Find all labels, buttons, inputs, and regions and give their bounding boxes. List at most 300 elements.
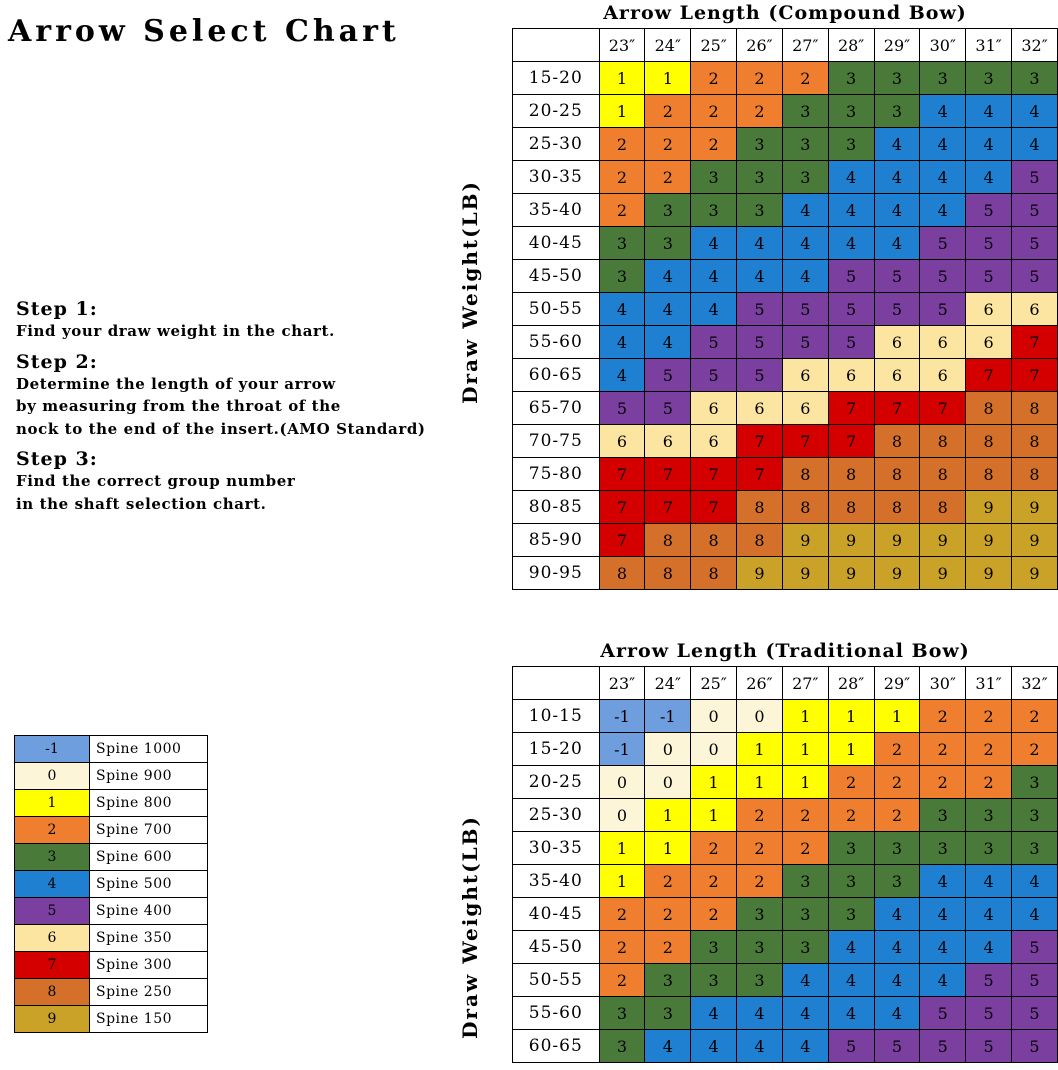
legend-row xyxy=(15,844,208,871)
heatmap-cell: 4 xyxy=(874,128,920,161)
heatmap-cell: 0 xyxy=(737,700,783,733)
steps-section xyxy=(16,290,486,515)
heatmap-cell: 5 xyxy=(920,260,966,293)
heatmap-cell: 6 xyxy=(691,392,737,425)
row-header: 90-95 xyxy=(513,557,600,590)
heatmap-cell: 2 xyxy=(645,931,691,964)
legend-label: Spine 350 xyxy=(90,925,208,952)
table-row xyxy=(513,1030,1058,1063)
heatmap-cell: 1 xyxy=(599,95,645,128)
heatmap-cell: 3 xyxy=(645,194,691,227)
heatmap-cell: 6 xyxy=(920,359,966,392)
heatmap-cell: 8 xyxy=(874,491,920,524)
table-row xyxy=(513,733,1058,766)
heatmap-cell: 2 xyxy=(599,128,645,161)
heatmap-cell: 3 xyxy=(782,161,828,194)
heatmap-cell: 4 xyxy=(966,161,1012,194)
heatmap-cell: 9 xyxy=(1012,557,1058,590)
heatmap-cell: 4 xyxy=(645,326,691,359)
traditional-bow-chart xyxy=(512,640,1058,1063)
heatmap-cell: 1 xyxy=(782,766,828,799)
heatmap-cell: 4 xyxy=(966,95,1012,128)
heatmap-cell: 2 xyxy=(599,194,645,227)
heatmap-cell: 0 xyxy=(691,733,737,766)
heatmap-cell: -1 xyxy=(645,700,691,733)
heatmap-cell: 5 xyxy=(737,326,783,359)
legend-row xyxy=(15,763,208,790)
heatmap-cell: 3 xyxy=(1012,62,1058,95)
heatmap-cell: 1 xyxy=(737,766,783,799)
heatmap-cell: 5 xyxy=(1012,227,1058,260)
heatmap-cell: 3 xyxy=(1012,832,1058,865)
heatmap-cell: 2 xyxy=(920,700,966,733)
table-row xyxy=(513,359,1058,392)
row-header: 30-35 xyxy=(513,161,600,194)
row-header: 50-55 xyxy=(513,964,600,997)
heatmap-cell: 8 xyxy=(737,491,783,524)
heatmap-cell: 3 xyxy=(599,227,645,260)
row-header: 70-75 xyxy=(513,425,600,458)
heatmap-cell: 2 xyxy=(1012,733,1058,766)
heatmap-cell: 9 xyxy=(966,491,1012,524)
row-header: 85-90 xyxy=(513,524,600,557)
heatmap-cell: 9 xyxy=(966,557,1012,590)
heatmap-cell: 8 xyxy=(828,458,874,491)
heatmap-cell: 4 xyxy=(1012,128,1058,161)
heatmap-cell: 1 xyxy=(874,700,920,733)
legend-label: Spine 500 xyxy=(90,871,208,898)
legend-label: Spine 900 xyxy=(90,763,208,790)
heatmap-cell: 1 xyxy=(599,865,645,898)
heatmap-cell: 3 xyxy=(599,260,645,293)
heatmap-cell: 6 xyxy=(828,359,874,392)
heatmap-cell: 4 xyxy=(874,997,920,1030)
heatmap-cell: 3 xyxy=(645,227,691,260)
heatmap-cell: 4 xyxy=(920,865,966,898)
heatmap-cell: 4 xyxy=(691,293,737,326)
heatmap-cell: 2 xyxy=(920,766,966,799)
heatmap-cell: 4 xyxy=(782,997,828,1030)
heatmap-cell: 3 xyxy=(874,865,920,898)
heatmap-cell: 8 xyxy=(782,458,828,491)
heatmap-cell: 1 xyxy=(691,799,737,832)
heatmap-cell: 9 xyxy=(920,557,966,590)
column-header: 24″ xyxy=(645,667,691,700)
heatmap-cell: 4 xyxy=(737,260,783,293)
heatmap-cell: 4 xyxy=(782,964,828,997)
heatmap-cell: 3 xyxy=(737,161,783,194)
row-header: 15-20 xyxy=(513,733,600,766)
compound-bow-chart xyxy=(512,2,1058,590)
column-header: 28″ xyxy=(828,29,874,62)
heatmap-cell: 3 xyxy=(782,865,828,898)
heatmap-cell: 4 xyxy=(828,997,874,1030)
heatmap-cell: 2 xyxy=(828,766,874,799)
column-header: 23″ xyxy=(599,667,645,700)
column-header: 29″ xyxy=(874,29,920,62)
heatmap-cell: 8 xyxy=(920,425,966,458)
table-row xyxy=(513,62,1058,95)
legend-swatch: 4 xyxy=(15,871,90,898)
heatmap-cell: 1 xyxy=(737,733,783,766)
heatmap-cell: 5 xyxy=(691,359,737,392)
heatmap-cell: 0 xyxy=(691,700,737,733)
heatmap-cell: 5 xyxy=(828,260,874,293)
legend-swatch: 0 xyxy=(15,763,90,790)
step-1-body xyxy=(16,320,486,343)
heatmap-cell: 3 xyxy=(828,128,874,161)
heatmap-cell: 3 xyxy=(966,832,1012,865)
heatmap-cell: 5 xyxy=(920,227,966,260)
heatmap-cell: 8 xyxy=(1012,458,1058,491)
heatmap-cell: 5 xyxy=(828,293,874,326)
heatmap-cell: 3 xyxy=(874,62,920,95)
heatmap-cell: 1 xyxy=(782,700,828,733)
heatmap-cell: 3 xyxy=(782,95,828,128)
heatmap-cell: 8 xyxy=(782,491,828,524)
table-header-row xyxy=(513,29,1058,62)
table-row xyxy=(513,524,1058,557)
heatmap-cell: 2 xyxy=(966,700,1012,733)
heatmap-cell: 5 xyxy=(966,194,1012,227)
column-header: 29″ xyxy=(874,667,920,700)
heatmap-cell: 3 xyxy=(828,865,874,898)
heatmap-cell: 2 xyxy=(737,95,783,128)
table-header-row xyxy=(513,667,1058,700)
heatmap-cell: 1 xyxy=(645,62,691,95)
legend-swatch: 5 xyxy=(15,898,90,925)
row-header: 40-45 xyxy=(513,227,600,260)
column-header: 30″ xyxy=(920,667,966,700)
heatmap-cell: 4 xyxy=(828,931,874,964)
row-header: 35-40 xyxy=(513,194,600,227)
legend-label: Spine 700 xyxy=(90,817,208,844)
table-row xyxy=(513,326,1058,359)
legend-row xyxy=(15,979,208,1006)
heatmap-cell: 7 xyxy=(645,458,691,491)
step-3-body xyxy=(16,470,486,515)
heatmap-cell: 5 xyxy=(737,293,783,326)
heatmap-cell: 4 xyxy=(645,293,691,326)
heatmap-cell: 1 xyxy=(828,700,874,733)
column-header: 32″ xyxy=(1012,667,1058,700)
row-header: 45-50 xyxy=(513,260,600,293)
heatmap-cell: 3 xyxy=(828,62,874,95)
heatmap-cell: 3 xyxy=(691,194,737,227)
heatmap-cell: 3 xyxy=(645,964,691,997)
heatmap-cell: 2 xyxy=(782,799,828,832)
row-header: 65-70 xyxy=(513,392,600,425)
heatmap-cell: 7 xyxy=(691,458,737,491)
heatmap-cell: 8 xyxy=(645,557,691,590)
legend-swatch: 7 xyxy=(15,952,90,979)
heatmap-cell: 6 xyxy=(645,425,691,458)
legend-label: Spine 800 xyxy=(90,790,208,817)
heatmap-cell: 2 xyxy=(691,832,737,865)
compound-bow-table xyxy=(512,28,1058,590)
heatmap-cell: 2 xyxy=(645,865,691,898)
heatmap-cell: 5 xyxy=(1012,931,1058,964)
heatmap-cell: 8 xyxy=(874,425,920,458)
column-header: 30″ xyxy=(920,29,966,62)
step-3 xyxy=(16,448,486,515)
heatmap-cell: 0 xyxy=(599,766,645,799)
heatmap-cell: 5 xyxy=(828,1030,874,1063)
table-row xyxy=(513,392,1058,425)
step-1 xyxy=(16,298,486,343)
legend-label: Spine 600 xyxy=(90,844,208,871)
table-row xyxy=(513,799,1058,832)
heatmap-cell: 4 xyxy=(782,260,828,293)
heatmap-cell: 3 xyxy=(920,799,966,832)
row-header: 30-35 xyxy=(513,832,600,865)
heatmap-cell: 3 xyxy=(737,931,783,964)
legend-swatch: 8 xyxy=(15,979,90,1006)
heatmap-cell: 4 xyxy=(828,227,874,260)
heatmap-cell: 6 xyxy=(782,392,828,425)
row-header: 15-20 xyxy=(513,62,600,95)
heatmap-cell: 3 xyxy=(874,95,920,128)
heatmap-cell: 4 xyxy=(828,964,874,997)
legend-label: Spine 150 xyxy=(90,1006,208,1033)
heatmap-cell: 7 xyxy=(966,359,1012,392)
column-header: 23″ xyxy=(599,29,645,62)
column-header: 26″ xyxy=(737,29,783,62)
heatmap-cell: 4 xyxy=(828,194,874,227)
heatmap-cell: 8 xyxy=(691,524,737,557)
heatmap-cell: 2 xyxy=(691,898,737,931)
heatmap-cell: 5 xyxy=(599,392,645,425)
heatmap-cell: 4 xyxy=(737,227,783,260)
heatmap-cell: 8 xyxy=(1012,392,1058,425)
legend-row xyxy=(15,736,208,763)
legend-row xyxy=(15,871,208,898)
heatmap-cell: 4 xyxy=(920,95,966,128)
heatmap-cell: 3 xyxy=(691,931,737,964)
step-1-heading: Step 1: xyxy=(16,298,98,320)
row-header: 25-30 xyxy=(513,128,600,161)
column-header: 26″ xyxy=(737,667,783,700)
heatmap-cell: 2 xyxy=(874,799,920,832)
heatmap-cell: 2 xyxy=(599,964,645,997)
legend-row xyxy=(15,952,208,979)
heatmap-cell: 3 xyxy=(782,128,828,161)
heatmap-cell: 5 xyxy=(966,1030,1012,1063)
heatmap-cell: 3 xyxy=(828,832,874,865)
heatmap-cell: 7 xyxy=(737,425,783,458)
compound-chart-title: Arrow Length (Compound Bow) xyxy=(603,2,967,24)
row-header: 50-55 xyxy=(513,293,600,326)
heatmap-cell: 4 xyxy=(737,1030,783,1063)
heatmap-cell: 2 xyxy=(599,931,645,964)
row-header: 60-65 xyxy=(513,1030,600,1063)
heatmap-cell: 9 xyxy=(874,524,920,557)
heatmap-cell: 6 xyxy=(874,326,920,359)
heatmap-cell: 3 xyxy=(920,832,966,865)
heatmap-cell: 4 xyxy=(691,1030,737,1063)
heatmap-cell: 5 xyxy=(920,293,966,326)
heatmap-cell: 4 xyxy=(599,326,645,359)
heatmap-cell: 2 xyxy=(966,733,1012,766)
table-row xyxy=(513,161,1058,194)
legend-swatch: -1 xyxy=(15,736,90,763)
heatmap-cell: 9 xyxy=(874,557,920,590)
heatmap-cell: 8 xyxy=(1012,425,1058,458)
heatmap-cell: 1 xyxy=(645,799,691,832)
step-3-line-2: in the shaft selection chart. xyxy=(16,494,267,513)
heatmap-cell: 4 xyxy=(966,865,1012,898)
table-row xyxy=(513,700,1058,733)
heatmap-cell: 9 xyxy=(1012,524,1058,557)
heatmap-cell: 7 xyxy=(874,392,920,425)
heatmap-cell: 3 xyxy=(874,832,920,865)
heatmap-cell: 4 xyxy=(874,964,920,997)
heatmap-cell: 4 xyxy=(966,931,1012,964)
heatmap-cell: 2 xyxy=(691,865,737,898)
heatmap-cell: 6 xyxy=(874,359,920,392)
heatmap-cell: 4 xyxy=(737,997,783,1030)
heatmap-cell: 4 xyxy=(874,194,920,227)
table-row xyxy=(513,931,1058,964)
heatmap-cell: 2 xyxy=(645,128,691,161)
heatmap-cell: 4 xyxy=(920,898,966,931)
column-header: 27″ xyxy=(782,667,828,700)
legend-swatch: 3 xyxy=(15,844,90,871)
heatmap-cell: 2 xyxy=(874,733,920,766)
row-header: 20-25 xyxy=(513,95,600,128)
heatmap-cell: 2 xyxy=(737,832,783,865)
heatmap-cell: 4 xyxy=(874,161,920,194)
row-header: 35-40 xyxy=(513,865,600,898)
heatmap-cell: 4 xyxy=(966,128,1012,161)
heatmap-cell: -1 xyxy=(599,700,645,733)
heatmap-cell: 4 xyxy=(691,260,737,293)
heatmap-cell: 7 xyxy=(782,425,828,458)
table-row xyxy=(513,865,1058,898)
column-header: 24″ xyxy=(645,29,691,62)
heatmap-cell: 4 xyxy=(920,161,966,194)
table-row xyxy=(513,227,1058,260)
compound-y-axis-label: Draw Weight(LB) xyxy=(458,180,482,404)
column-header: 32″ xyxy=(1012,29,1058,62)
row-header: 45-50 xyxy=(513,931,600,964)
heatmap-cell: 5 xyxy=(966,227,1012,260)
row-header: 55-60 xyxy=(513,326,600,359)
heatmap-cell: 5 xyxy=(1012,194,1058,227)
heatmap-cell: 1 xyxy=(645,832,691,865)
table-row xyxy=(513,832,1058,865)
traditional-bow-table xyxy=(512,666,1058,1063)
heatmap-cell: 1 xyxy=(782,733,828,766)
heatmap-cell: 5 xyxy=(1012,260,1058,293)
traditional-y-axis-label: Draw Weight(LB) xyxy=(458,815,482,1039)
heatmap-cell: 5 xyxy=(691,326,737,359)
legend-label: Spine 300 xyxy=(90,952,208,979)
heatmap-cell: 6 xyxy=(691,425,737,458)
legend-row xyxy=(15,925,208,952)
heatmap-cell: 1 xyxy=(599,832,645,865)
heatmap-cell: 9 xyxy=(920,524,966,557)
heatmap-cell: 8 xyxy=(645,524,691,557)
heatmap-cell: 4 xyxy=(874,931,920,964)
legend-row xyxy=(15,817,208,844)
heatmap-cell: 2 xyxy=(691,95,737,128)
heatmap-cell: 7 xyxy=(1012,326,1058,359)
heatmap-cell: 3 xyxy=(691,964,737,997)
heatmap-cell: 9 xyxy=(828,557,874,590)
heatmap-cell: 2 xyxy=(782,62,828,95)
heatmap-cell: 9 xyxy=(737,557,783,590)
heatmap-cell: 5 xyxy=(1012,997,1058,1030)
heatmap-cell: 4 xyxy=(599,293,645,326)
legend-swatch: 6 xyxy=(15,925,90,952)
heatmap-cell: 8 xyxy=(874,458,920,491)
heatmap-cell: 2 xyxy=(691,128,737,161)
heatmap-cell: 4 xyxy=(828,161,874,194)
legend-label: Spine 1000 xyxy=(90,736,208,763)
heatmap-cell: 9 xyxy=(966,524,1012,557)
table-corner xyxy=(513,667,600,700)
heatmap-cell: 2 xyxy=(645,95,691,128)
heatmap-cell: 4 xyxy=(599,359,645,392)
table-row xyxy=(513,491,1058,524)
heatmap-cell: 7 xyxy=(737,458,783,491)
column-header: 25″ xyxy=(691,667,737,700)
heatmap-cell: 4 xyxy=(920,128,966,161)
heatmap-cell: 6 xyxy=(782,359,828,392)
heatmap-cell: 8 xyxy=(737,524,783,557)
heatmap-cell: 3 xyxy=(599,997,645,1030)
heatmap-cell: 5 xyxy=(920,1030,966,1063)
heatmap-cell: 2 xyxy=(782,832,828,865)
heatmap-cell: 6 xyxy=(1012,293,1058,326)
legend-label: Spine 250 xyxy=(90,979,208,1006)
heatmap-cell: 5 xyxy=(1012,161,1058,194)
heatmap-cell: 3 xyxy=(782,931,828,964)
heatmap-cell: 7 xyxy=(828,425,874,458)
step-2-line-2: by measuring from the throat of the xyxy=(16,397,341,415)
row-header: 60-65 xyxy=(513,359,600,392)
legend-swatch: 1 xyxy=(15,790,90,817)
legend-row xyxy=(15,898,208,925)
heatmap-cell: 5 xyxy=(966,997,1012,1030)
legend-swatch: 9 xyxy=(15,1006,90,1033)
heatmap-cell: 2 xyxy=(737,865,783,898)
row-header: 25-30 xyxy=(513,799,600,832)
heatmap-cell: 4 xyxy=(645,260,691,293)
step-1-line-1: Find your draw weight in the chart. xyxy=(16,322,335,340)
table-row xyxy=(513,425,1058,458)
row-header: 40-45 xyxy=(513,898,600,931)
heatmap-cell: 3 xyxy=(737,194,783,227)
heatmap-cell: 3 xyxy=(920,62,966,95)
heatmap-cell: 6 xyxy=(599,425,645,458)
heatmap-cell: 4 xyxy=(874,898,920,931)
heatmap-cell: 4 xyxy=(782,194,828,227)
heatmap-cell: 5 xyxy=(874,293,920,326)
heatmap-cell: 3 xyxy=(1012,799,1058,832)
legend-label: Spine 400 xyxy=(90,898,208,925)
heatmap-cell: 5 xyxy=(645,392,691,425)
heatmap-cell: 7 xyxy=(599,491,645,524)
heatmap-cell: 8 xyxy=(691,557,737,590)
heatmap-cell: 6 xyxy=(920,326,966,359)
heatmap-cell: 1 xyxy=(828,733,874,766)
heatmap-cell: 8 xyxy=(966,392,1012,425)
heatmap-cell: 7 xyxy=(1012,359,1058,392)
heatmap-cell: 3 xyxy=(737,964,783,997)
heatmap-cell: 8 xyxy=(966,425,1012,458)
